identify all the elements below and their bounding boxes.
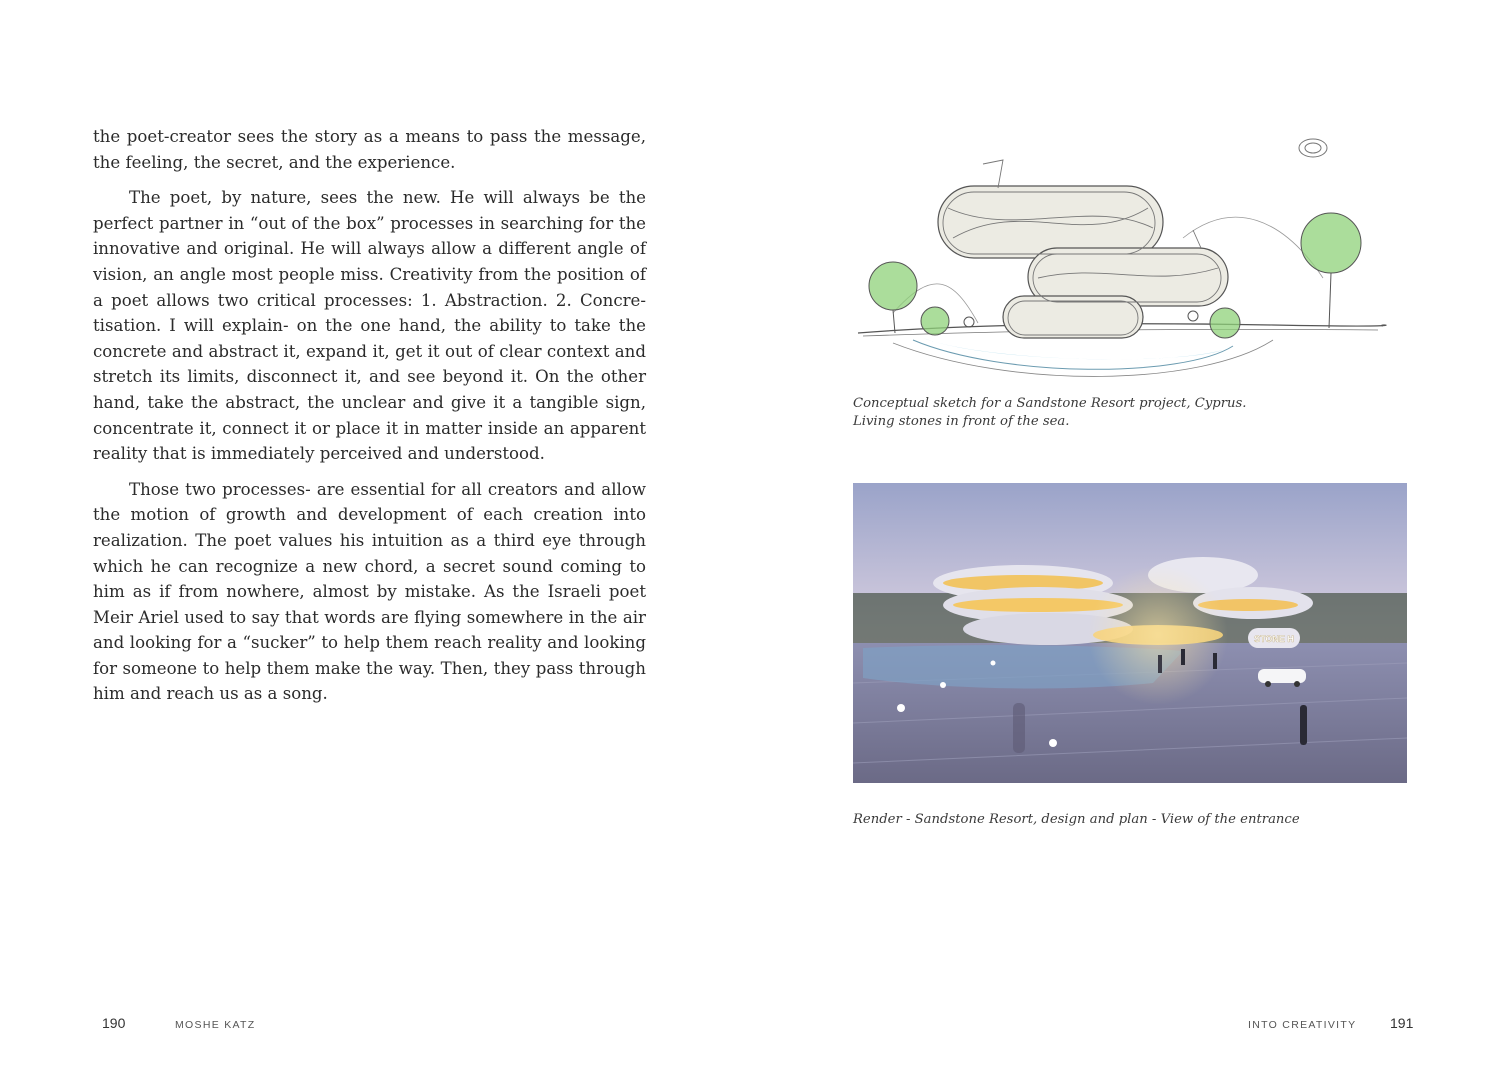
conceptual-sketch-image (853, 128, 1393, 383)
body-text (93, 124, 646, 717)
sketch-caption (853, 395, 1246, 431)
paragraph-3: Those two processes- are essential for all creators and allow the motion of growth and development of each creation into realization. The poet values his intuition as a third eye through which he can recognize a new chord, a secret sound coming to him as if from nowhere, almost by mistake. As the Israeli poet Meir Ariel used to say that words are flying somewhere in the air and looking for a “sucker” to help them reach reality and looking for someone to help them make the way. Then, they pass through him and reach us as a song. (93, 479, 646, 704)
resort-render-image (853, 483, 1407, 783)
paragraph-2: The poet, by nature, sees the new. He will always be the perfect partner in “out of the box” processes in searching for the innovative and original. He will always allow a different angle of vision, an angle most people miss. Creativity from the position of a poet allows two critical processes: 1. Abstraction. 2. Concre-tisation. I will explain- on the one hand, the ability to take the concrete and abstract it, expand it, get it out of clear context and stretch its limits, disconnect it, and see beyond it. On the other hand, take the abstract, the unclear and give it a tangible sign, concentrate it, connect it or place it in matter inside an apparent reality that is immediately perceived and understood. (93, 188, 646, 464)
render-caption: Render - Sandstone Resort, design and plan - View of the entrance (853, 812, 1300, 827)
running-head-author: MOSHE KATZ (175, 1019, 256, 1031)
page-number-left: 190 (102, 1015, 126, 1031)
paragraph-1: the poet-creator sees the story as a means to pass the message, the feeling, the secret, and the experience. (93, 127, 646, 172)
sketch-caption-line-2: Living stones in front of the sea. (853, 414, 1070, 429)
running-head-title: INTO CREATIVITY (1248, 1019, 1357, 1031)
right-page (750, 0, 1500, 1086)
building-sign-text: STONE H (1254, 634, 1294, 644)
page-number-right: 191 (1390, 1015, 1414, 1031)
sketch-caption-line-1: Conceptual sketch for a Sandstone Resort project, Cyprus. (853, 396, 1247, 411)
